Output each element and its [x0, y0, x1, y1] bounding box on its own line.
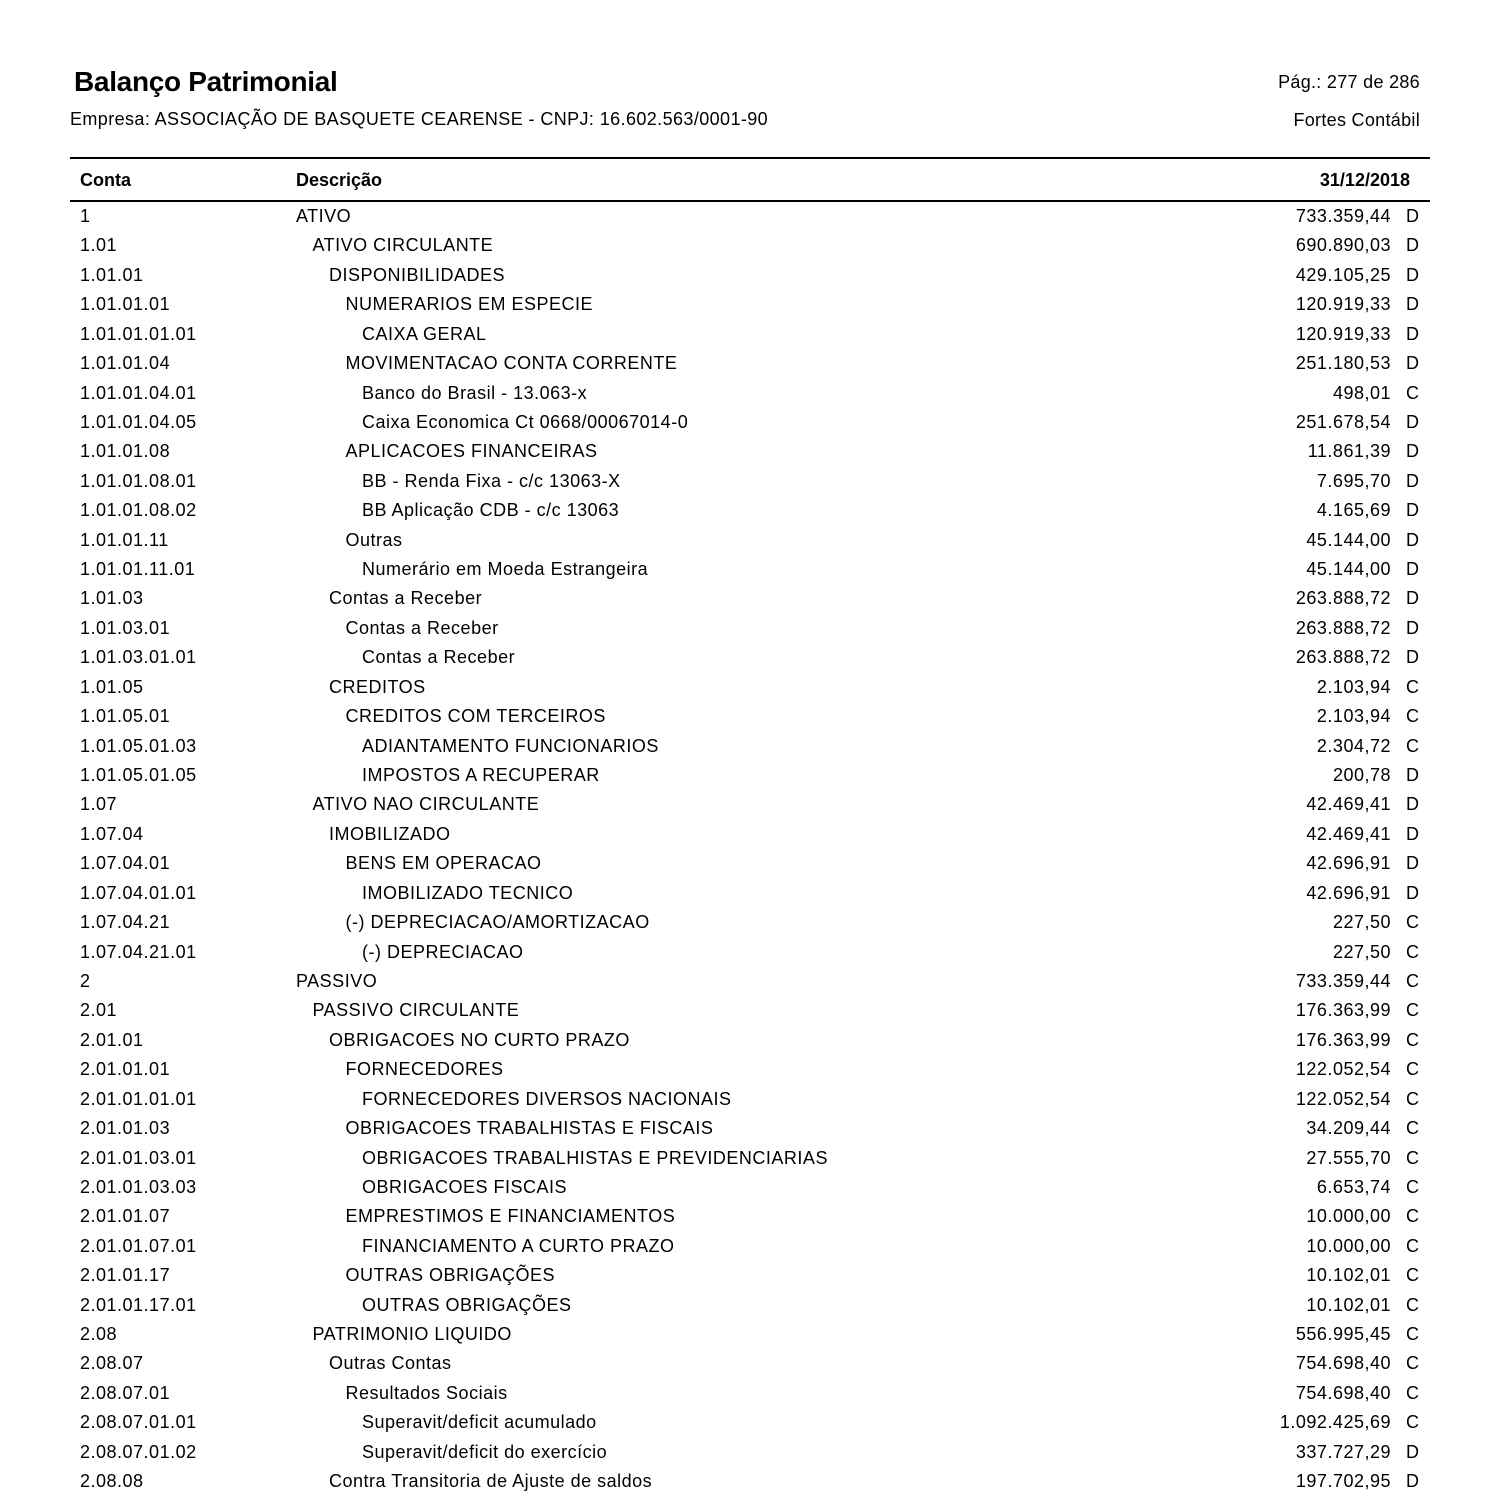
- debit-credit-flag: C: [1406, 1029, 1420, 1050]
- debit-credit-flag: D: [1406, 206, 1420, 226]
- debit-credit-flag: C: [1406, 1059, 1420, 1080]
- account-description: EMPRESTIMOS E FINANCIAMENTOS: [345, 1206, 676, 1227]
- top-rule: [70, 157, 1430, 159]
- debit-credit-flag: D: [1406, 500, 1420, 521]
- debit-credit-flag: C: [1406, 1265, 1420, 1286]
- account-code: 2.01.01.03: [80, 1118, 171, 1139]
- table-row: [0, 1379, 1500, 1408]
- account-description: OBRIGACOES TRABALHISTAS E FISCAIS: [345, 1118, 714, 1139]
- table-row: [0, 643, 1500, 672]
- account-description: MOVIMENTACAO CONTA CORRENTE: [345, 353, 678, 374]
- account-balance: 429.105,25: [1295, 264, 1391, 285]
- account-description: Contas a Receber: [329, 588, 483, 609]
- account-description: FORNECEDORES DIVERSOS NACIONAIS: [362, 1088, 732, 1109]
- account-code: 1.01.01.08.01: [80, 470, 197, 491]
- table-row: [0, 849, 1500, 878]
- debit-credit-flag: C: [1406, 941, 1420, 962]
- account-balance: 10.000,00: [1306, 1206, 1391, 1227]
- table-row: [0, 967, 1500, 996]
- table-row: [0, 202, 1500, 231]
- table-row: [0, 526, 1500, 555]
- debit-credit-flag: C: [1406, 1000, 1420, 1021]
- account-description: CREDITOS: [329, 676, 426, 697]
- account-code: 2.01: [80, 1000, 118, 1021]
- table-row: [0, 614, 1500, 643]
- account-code: 1.01.01.01.01: [80, 323, 197, 344]
- account-code: 1.01.01.08.02: [80, 500, 197, 521]
- account-balance: 45.144,00: [1306, 559, 1391, 580]
- table-row: [0, 1291, 1500, 1320]
- table-row: [0, 1202, 1500, 1231]
- table-row: [0, 996, 1500, 1025]
- account-description: Resultados Sociais: [345, 1382, 508, 1403]
- account-balance: 263.888,72: [1295, 617, 1391, 638]
- debit-credit-flag: C: [1406, 382, 1420, 403]
- account-code: 1.01.01.08: [80, 441, 171, 462]
- account-code: 2.01.01.03.01: [80, 1147, 197, 1168]
- account-description: Outras Contas: [329, 1353, 452, 1374]
- table-row: [0, 1261, 1500, 1290]
- debit-credit-flag: D: [1406, 470, 1420, 491]
- column-header-date: 31/12/2018: [1319, 170, 1410, 190]
- table-row: [0, 1026, 1500, 1055]
- account-code: 2.08.07.01.01: [80, 1412, 197, 1433]
- account-description: Contra Transitoria de Ajuste de saldos: [329, 1471, 653, 1492]
- account-code: 1.01.01: [80, 264, 144, 285]
- account-description: IMOBILIZADO: [329, 823, 451, 844]
- account-balance: 27.555,70: [1306, 1147, 1391, 1168]
- debit-credit-flag: C: [1406, 1206, 1420, 1227]
- table-row: [0, 1408, 1500, 1437]
- account-description: ADIANTAMENTO FUNCIONARIOS: [362, 735, 659, 756]
- account-code: 1: [80, 206, 91, 226]
- account-balance: 176.363,99: [1295, 1000, 1391, 1021]
- debit-credit-flag: C: [1406, 912, 1420, 933]
- account-description: OBRIGACOES FISCAIS: [362, 1176, 568, 1197]
- account-description: OBRIGACOES TRABALHISTAS E PREVIDENCIARIAS: [362, 1147, 828, 1168]
- table-row: [0, 1438, 1500, 1467]
- account-balance: 42.469,41: [1306, 823, 1391, 844]
- account-balance: 263.888,72: [1295, 588, 1391, 609]
- debit-credit-flag: D: [1406, 588, 1420, 609]
- debit-credit-flag: D: [1406, 294, 1420, 315]
- account-code: 2.08.07.01: [80, 1382, 171, 1403]
- debit-credit-flag: C: [1406, 706, 1420, 727]
- account-balance: 2.103,94: [1316, 676, 1391, 697]
- table-row: [0, 820, 1500, 849]
- account-description: Numerário em Moeda Estrangeira: [362, 559, 649, 580]
- account-code: 1.01.03.01.01: [80, 647, 197, 668]
- debit-credit-flag: D: [1406, 1441, 1420, 1462]
- account-code: 1.01.01.01: [80, 294, 171, 315]
- account-code: 2.01.01.01: [80, 1059, 171, 1080]
- table-row: [0, 584, 1500, 613]
- account-description: APLICACOES FINANCEIRAS: [345, 441, 598, 462]
- account-description: Banco do Brasil - 13.063-x: [362, 382, 588, 403]
- account-code: 1.07.04.01: [80, 853, 171, 874]
- debit-credit-flag: D: [1406, 529, 1420, 550]
- account-balance: 10.000,00: [1306, 1235, 1391, 1256]
- debit-credit-flag: D: [1406, 411, 1420, 432]
- account-balance: 2.304,72: [1316, 735, 1391, 756]
- account-balance: 10.102,01: [1306, 1265, 1391, 1286]
- account-code: 1.01.01.04: [80, 353, 171, 374]
- account-description: Superavit/deficit do exercício: [362, 1441, 608, 1462]
- account-description: BENS EM OPERACAO: [345, 853, 542, 874]
- account-code: 2.01.01.17: [80, 1265, 171, 1286]
- debit-credit-flag: C: [1406, 1235, 1420, 1256]
- table-row: [0, 1085, 1500, 1114]
- table-row: [0, 1055, 1500, 1084]
- table-row: [0, 231, 1500, 260]
- table-row: [0, 1467, 1500, 1496]
- table-row: [0, 1173, 1500, 1202]
- account-description: Contas a Receber: [345, 617, 499, 638]
- account-balance: 754.698,40: [1295, 1382, 1391, 1403]
- account-description: ATIVO NAO CIRCULANTE: [312, 794, 540, 815]
- debit-credit-flag: D: [1406, 235, 1420, 256]
- account-description: CAIXA GERAL: [362, 323, 487, 344]
- account-description: PASSIVO CIRCULANTE: [312, 1000, 520, 1021]
- account-balance: 4.165,69: [1316, 500, 1391, 521]
- account-description: OUTRAS OBRIGAÇÕES: [362, 1294, 572, 1315]
- table-row: [0, 1114, 1500, 1143]
- account-balance: 42.696,91: [1306, 882, 1391, 903]
- account-description: ATIVO: [296, 206, 352, 226]
- table-row: [0, 732, 1500, 761]
- account-code: 2.01.01.07: [80, 1206, 171, 1227]
- debit-credit-flag: D: [1406, 823, 1420, 844]
- account-code: 2.01.01: [80, 1029, 144, 1050]
- account-code: 2.08: [80, 1324, 118, 1345]
- account-balance: 498,01: [1332, 382, 1391, 403]
- account-balance: 197.702,95: [1295, 1471, 1391, 1492]
- table-row: [0, 1349, 1500, 1378]
- account-code: 1.01.05.01: [80, 706, 171, 727]
- table-row: [0, 320, 1500, 349]
- account-balance: 6.653,74: [1316, 1176, 1391, 1197]
- account-code: 1.01.01.11.01: [80, 559, 196, 580]
- account-code: 2.01.01.03.03: [80, 1176, 197, 1197]
- account-balance: 45.144,00: [1306, 529, 1391, 550]
- account-code: 1.01.05.01.05: [80, 765, 197, 786]
- account-description: ATIVO CIRCULANTE: [312, 235, 494, 256]
- table-row: [0, 908, 1500, 937]
- table-row: [0, 408, 1500, 437]
- debit-credit-flag: D: [1406, 264, 1420, 285]
- account-code: 2.08.07.01.02: [80, 1441, 197, 1462]
- account-code: 2.01.01.17.01: [80, 1294, 197, 1315]
- table-row: [0, 879, 1500, 908]
- account-code: 2: [80, 970, 91, 991]
- table-row: [0, 1232, 1500, 1261]
- debit-credit-flag: D: [1406, 441, 1420, 462]
- debit-credit-flag: C: [1406, 1294, 1420, 1315]
- debit-credit-flag: D: [1406, 323, 1420, 344]
- account-description: BB Aplicação CDB - c/c 13063: [362, 500, 620, 521]
- debit-credit-flag: C: [1406, 1382, 1420, 1403]
- account-description: NUMERARIOS EM ESPECIE: [345, 294, 594, 315]
- account-description: IMOBILIZADO TECNICO: [362, 882, 574, 903]
- table-row: [0, 1144, 1500, 1173]
- account-description: DISPONIBILIDADES: [329, 264, 506, 285]
- account-code: 1.01.05: [80, 676, 144, 697]
- account-description: FORNECEDORES: [345, 1059, 504, 1080]
- debit-credit-flag: C: [1406, 970, 1420, 991]
- debit-credit-flag: C: [1406, 1118, 1420, 1139]
- account-description: PASSIVO: [296, 970, 378, 991]
- account-balance: 120.919,33: [1295, 323, 1391, 344]
- account-code: 1.01.05.01.03: [80, 735, 197, 756]
- table-row: [0, 437, 1500, 466]
- account-balance: 733.359,44: [1295, 206, 1391, 226]
- debit-credit-flag: D: [1406, 353, 1420, 374]
- account-balance: 754.698,40: [1295, 1353, 1391, 1374]
- account-balance: 120.919,33: [1295, 294, 1391, 315]
- debit-credit-flag: D: [1406, 853, 1420, 874]
- account-code: 1.01: [80, 235, 118, 256]
- account-description: OBRIGACOES NO CURTO PRAZO: [329, 1029, 630, 1050]
- account-balance: 556.995,45: [1295, 1324, 1391, 1345]
- page-number: Pág.: 277 de 286: [1278, 72, 1420, 92]
- account-balance: 42.469,41: [1306, 794, 1391, 815]
- debit-credit-flag: C: [1406, 1088, 1420, 1109]
- account-balance: 337.727,29: [1295, 1441, 1391, 1462]
- debit-credit-flag: D: [1406, 1471, 1420, 1492]
- debit-credit-flag: C: [1406, 1353, 1420, 1374]
- account-balance: 122.052,54: [1295, 1088, 1391, 1109]
- debit-credit-flag: D: [1406, 647, 1420, 668]
- report-title: Balanço Patrimonial: [74, 66, 338, 97]
- column-header-descricao: Descrição: [296, 170, 383, 190]
- account-description: BB - Renda Fixa - c/c 13063-X: [362, 470, 621, 491]
- table-row: [0, 761, 1500, 790]
- account-code: 1.07.04.21.01: [80, 941, 197, 962]
- account-description: Contas a Receber: [362, 647, 516, 668]
- account-code: 2.08.07: [80, 1353, 144, 1374]
- account-balance: 34.209,44: [1306, 1118, 1391, 1139]
- account-balance: 227,50: [1332, 912, 1391, 933]
- debit-credit-flag: C: [1406, 1412, 1420, 1433]
- account-balance: 263.888,72: [1295, 647, 1391, 668]
- table-row: [0, 673, 1500, 702]
- debit-credit-flag: D: [1406, 882, 1420, 903]
- account-description: Outras: [345, 529, 403, 550]
- account-code: 1.01.01.04.05: [80, 411, 197, 432]
- account-code: 2.08.08: [80, 1471, 144, 1492]
- table-row: [0, 938, 1500, 967]
- balance-table: [0, 202, 1500, 1497]
- account-code: 1.07: [80, 794, 118, 815]
- account-code: 1.07.04: [80, 823, 144, 844]
- table-row: [0, 702, 1500, 731]
- account-balance: 2.103,94: [1316, 706, 1391, 727]
- account-balance: 251.678,54: [1295, 411, 1391, 432]
- table-row: [0, 261, 1500, 290]
- account-description: (-) DEPRECIACAO: [362, 941, 524, 962]
- account-balance: 42.696,91: [1306, 853, 1391, 874]
- account-description: CREDITOS COM TERCEIROS: [345, 706, 606, 727]
- debit-credit-flag: C: [1406, 1176, 1420, 1197]
- table-row: [0, 790, 1500, 819]
- account-description: PATRIMONIO LIQUIDO: [312, 1324, 512, 1345]
- account-code: 1.01.03.01: [80, 617, 171, 638]
- table-row: [0, 290, 1500, 319]
- account-description: Superavit/deficit acumulado: [362, 1412, 597, 1433]
- account-description: (-) DEPRECIACAO/AMORTIZACAO: [345, 912, 650, 933]
- debit-credit-flag: C: [1406, 676, 1420, 697]
- account-description: OUTRAS OBRIGAÇÕES: [345, 1265, 556, 1286]
- debit-credit-flag: D: [1406, 794, 1420, 815]
- debit-credit-flag: C: [1406, 1324, 1420, 1345]
- debit-credit-flag: C: [1406, 1147, 1420, 1168]
- account-code: 1.01.01.11: [80, 529, 169, 550]
- account-balance: 733.359,44: [1295, 970, 1391, 991]
- company-info: Empresa: ASSOCIAÇÃO DE BASQUETE CEARENSE - CNPJ: 16.602.563/0001-90: [70, 109, 769, 129]
- account-code: 1.07.04.01.01: [80, 882, 197, 903]
- table-row: [0, 1320, 1500, 1349]
- account-balance: 690.890,03: [1295, 235, 1391, 256]
- account-balance: 122.052,54: [1295, 1059, 1391, 1080]
- account-code: 1.01.03: [80, 588, 144, 609]
- software-name: Fortes Contábil: [1293, 110, 1420, 130]
- account-description: FINANCIAMENTO A CURTO PRAZO: [362, 1235, 675, 1256]
- table-row: [0, 467, 1500, 496]
- table-row: [0, 555, 1500, 584]
- account-balance: 7.695,70: [1316, 470, 1391, 491]
- table-row: [0, 379, 1500, 408]
- account-balance: 11.861,39: [1307, 441, 1391, 462]
- account-code: 1.07.04.21: [80, 912, 171, 933]
- column-header-conta: Conta: [80, 170, 131, 190]
- account-code: 1.01.01.04.01: [80, 382, 197, 403]
- debit-credit-flag: C: [1406, 735, 1420, 756]
- debit-credit-flag: D: [1406, 617, 1420, 638]
- account-description: Caixa Economica Ct 0668/00067014-0: [362, 411, 689, 432]
- account-balance: 176.363,99: [1295, 1029, 1391, 1050]
- account-balance: 251.180,53: [1295, 353, 1391, 374]
- account-balance: 10.102,01: [1306, 1294, 1391, 1315]
- account-balance: 227,50: [1332, 941, 1391, 962]
- debit-credit-flag: D: [1406, 765, 1420, 786]
- table-row: [0, 349, 1500, 378]
- account-code: 2.01.01.07.01: [80, 1235, 197, 1256]
- account-balance: 200,78: [1332, 765, 1391, 786]
- debit-credit-flag: D: [1406, 559, 1420, 580]
- account-balance: 1.092.425,69: [1279, 1412, 1391, 1433]
- table-row: [0, 496, 1500, 525]
- account-description: IMPOSTOS A RECUPERAR: [362, 765, 600, 786]
- account-code: 2.01.01.01.01: [80, 1088, 197, 1109]
